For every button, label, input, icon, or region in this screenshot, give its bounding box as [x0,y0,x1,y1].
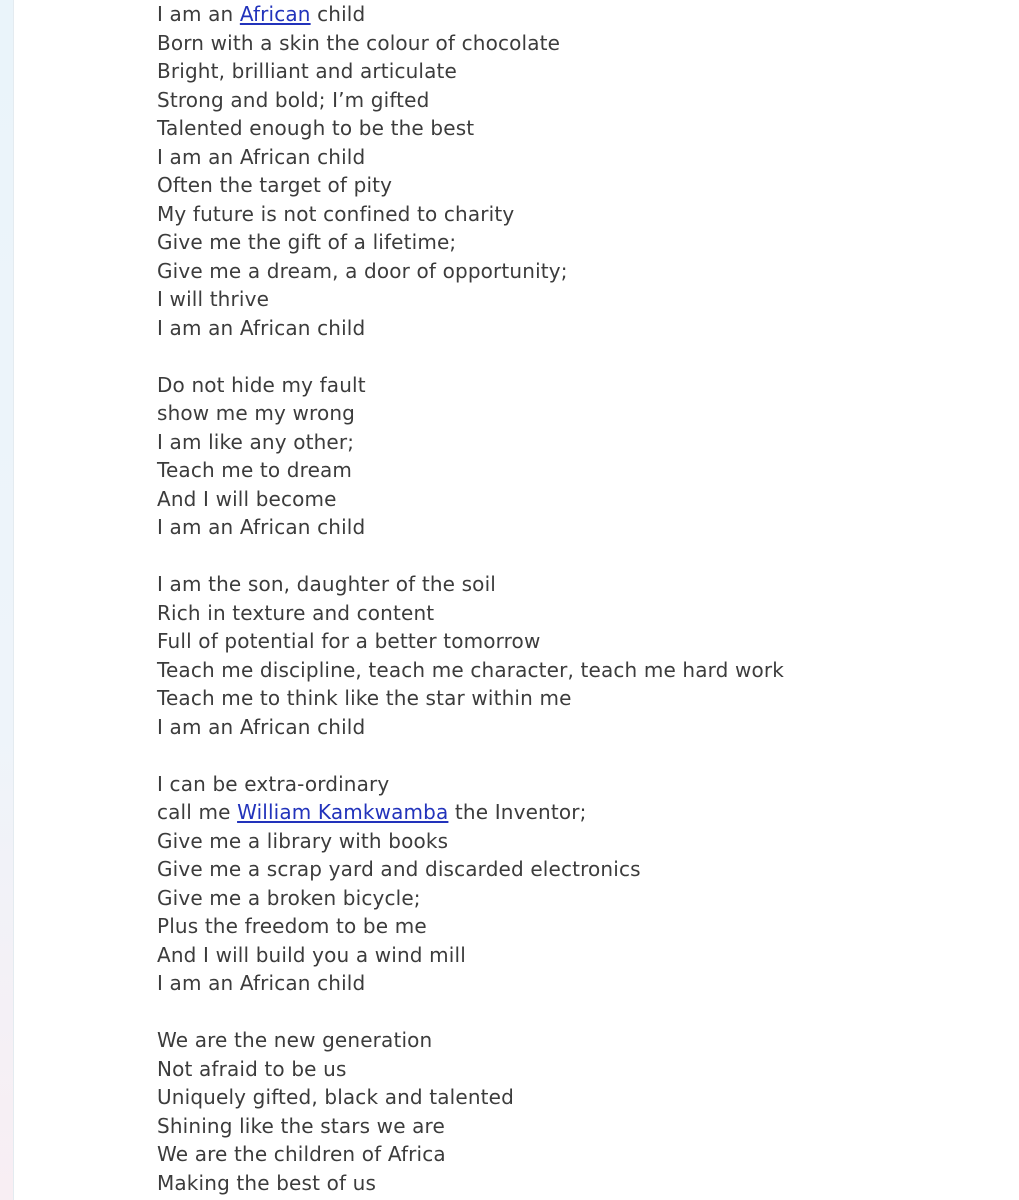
poem-line: I am an African child [157,714,366,739]
poem-line: Teach me discipline, teach me character, teach me hard work [157,657,785,682]
poem-line: Give me a dream, a door of opportunity; [157,258,568,283]
african-link[interactable]: African [239,2,311,26]
poem-line: I am the son, daughter of the soil [157,572,496,596]
stanza-break [157,741,1007,770]
poem-line: Teach me to think like the star within me [157,686,572,710]
stanza-break [157,542,1007,571]
poem-line: My future is not confined to charity [157,201,515,226]
poem-line [157,798,1007,827]
poem-line: We are the children of Africa [157,1142,446,1166]
william-kamkwamba-link[interactable]: William Kamkwamba [237,800,449,824]
line-text: call me [157,800,238,824]
poem-line: Full of potential for a better tomorrow [157,629,541,653]
poem-body [157,0,1007,1197]
stanza-break [157,342,1007,371]
poem-line: Give me the gift of a lifetime; [157,230,457,254]
poem-line: show me my wrong [157,401,356,425]
poem-line: Rich in texture and content [157,600,435,625]
poem-line: I am an African child [157,971,366,995]
poem-line: And I will become [157,486,337,511]
line-text: the Inventor; [448,800,587,824]
poem-line: Making the best of us [157,1170,377,1195]
left-margin-strip [0,0,14,1200]
poem-line: Bright, brilliant and articulate [157,59,457,83]
poem-line: Plus the freedom to be me [157,914,427,938]
poem-line: Teach me to dream [157,458,353,482]
poem-line: I am an African child [157,515,366,539]
poem-line: Give me a scrap yard and discarded electronics [157,857,641,881]
poem-line: I am like any other; [157,429,355,454]
poem-line [157,0,1007,29]
line-text: child [310,2,366,26]
poem-line: Give me a broken bicycle; [157,885,421,910]
poem-line: Give me a library with books [157,828,449,853]
poem-line: Not afraid to be us [157,1056,347,1081]
poem-line: Often the target of pity [157,173,393,197]
poem-line: Do not hide my fault [157,372,366,397]
poem-line: And I will build you a wind mill [157,942,466,967]
poem-line: I am an African child [157,144,366,169]
poem-line: I can be extra-ordinary [157,771,390,796]
poem-line: Uniquely gifted, black and talented [157,1085,514,1109]
poem-line: We are the new generation [157,1028,433,1052]
stanza-break [157,998,1007,1027]
poem-line: I will thrive [157,287,270,311]
line-text: I am an [157,2,240,26]
poem-line: I am an African child [157,315,366,340]
poem-line: Talented enough to be the best [157,116,475,140]
poem-line: Born with a skin the colour of chocolate [157,30,561,55]
poem-line: Shining like the stars we are [157,1113,445,1138]
poem-line: Strong and bold; I’m gifted [157,87,430,112]
